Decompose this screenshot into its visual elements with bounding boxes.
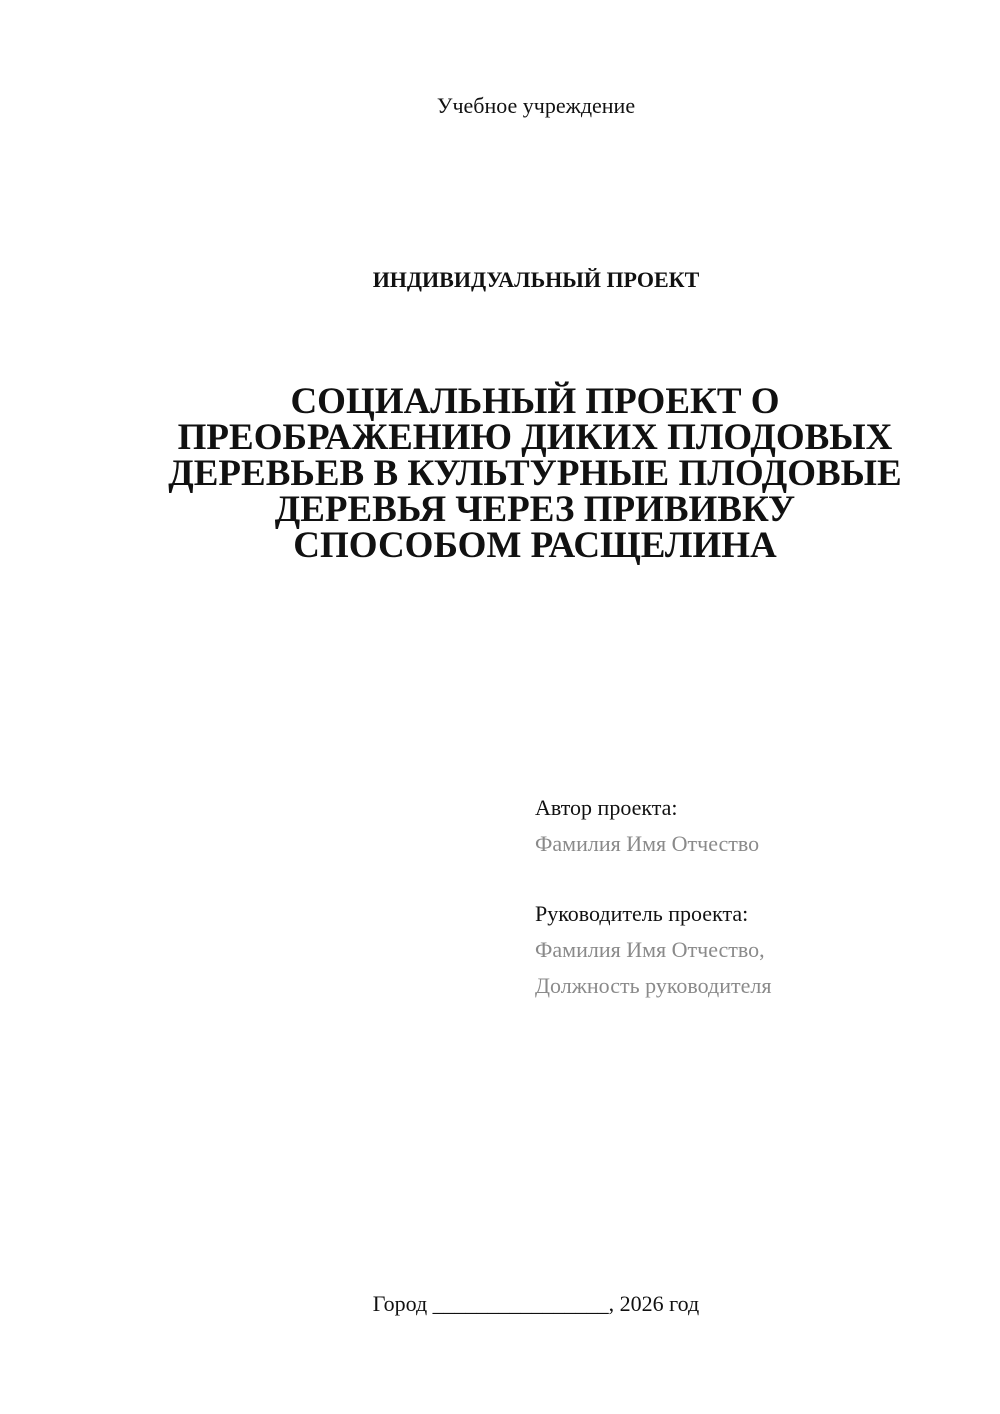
title-line: ДЕРЕВЬЕВ В КУЛЬТУРНЫЕ ПЛОДОВЫЕ <box>168 453 902 494</box>
spacer <box>535 862 975 896</box>
supervisor-position: Должность руководителя <box>535 973 772 998</box>
author-name: Фамилия Имя Отчество <box>535 831 760 856</box>
supervisor-label: Руководитель проекта: <box>535 901 749 926</box>
authors-block <box>535 790 975 1004</box>
title-line: СОЦИАЛЬНЫЙ ПРОЕКТ О <box>290 381 780 422</box>
author-label: Автор проекта: <box>535 795 678 820</box>
supervisor-name: Фамилия Имя Отчество, <box>535 937 765 962</box>
title-line: ПРЕОБРАЖЕНИЮ ДИКИХ ПЛОДОВЫХ <box>177 417 893 458</box>
title-line: СПОСОБОМ РАСЩЕЛИНА <box>293 525 777 566</box>
title-line: ДЕРЕВЬЯ ЧЕРЕЗ ПРИВИВКУ <box>274 489 796 530</box>
project-title <box>130 381 940 566</box>
project-type-heading: ИНДИВИДУАЛЬНЫЙ ПРОЕКТ <box>372 267 700 292</box>
institution-name: Учебное учреждение <box>436 93 636 118</box>
city-year-footer: Город ________________, 2026 год <box>372 1291 700 1316</box>
